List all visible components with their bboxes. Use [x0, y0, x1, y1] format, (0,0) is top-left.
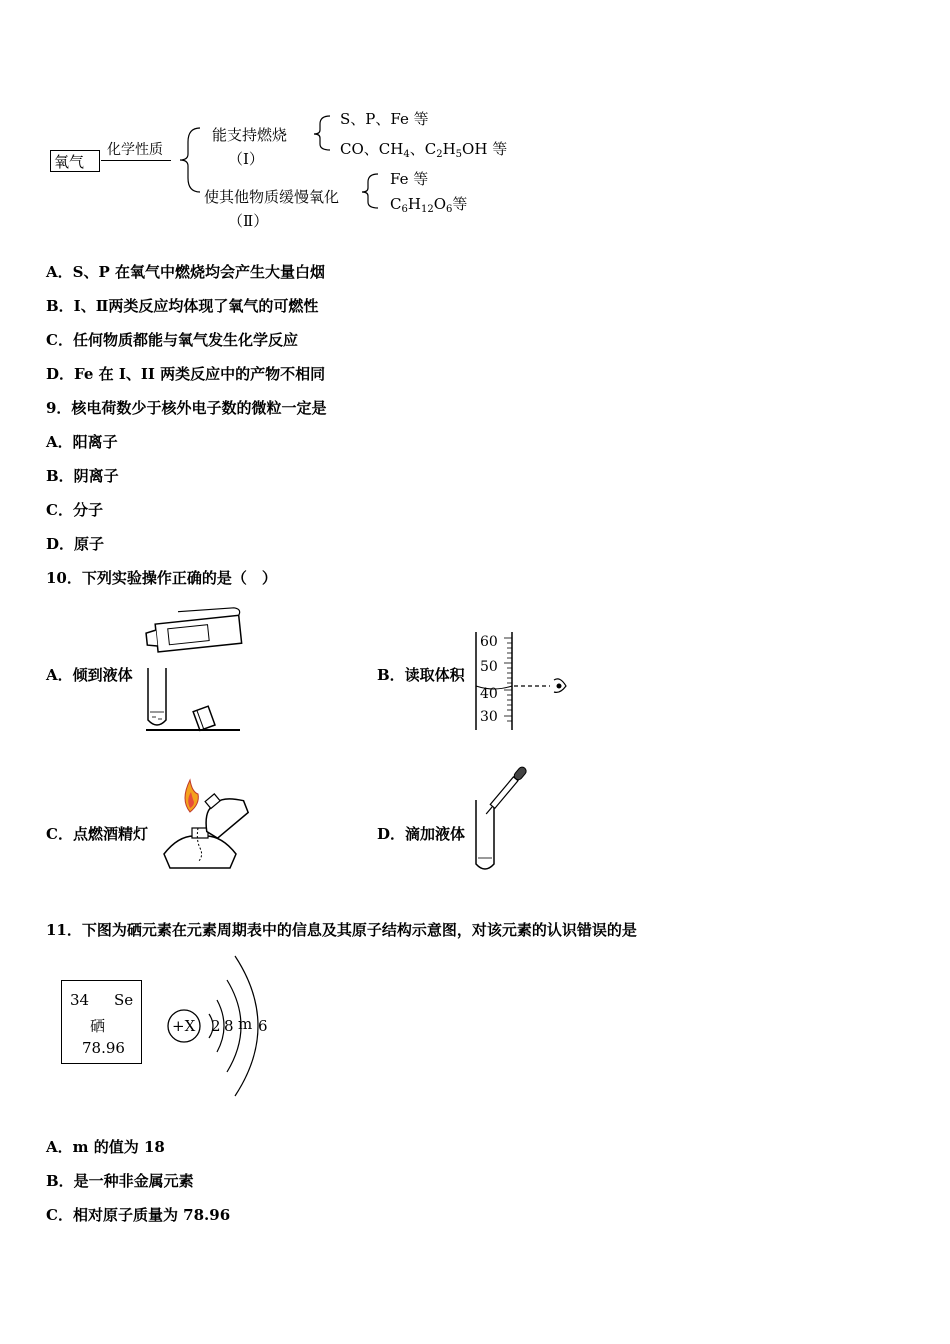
q11-option-b: B．是一种非金属元素 [46, 1172, 194, 1190]
cylinder-minor-ticks [504, 638, 512, 721]
q9-stem: 9．核电荷数少于核外电子数的微粒一定是 [46, 399, 327, 417]
shell-electrons-1: 2 [211, 1017, 221, 1035]
test-tube [148, 668, 166, 725]
test-tube [476, 800, 494, 869]
atomic-mass: 78.96 [82, 1039, 125, 1057]
cylinder-tick-40: 40 [480, 686, 498, 702]
upper-brace [314, 116, 330, 150]
q10-option-d-label: D．滴加液体 [377, 825, 466, 843]
element-name: 硒 [90, 1017, 106, 1035]
eye-icon [554, 679, 566, 693]
cylinder-tick-50: 50 [480, 659, 498, 675]
list-sp-fe: S、P、Fe 等 [340, 110, 429, 128]
shell-electrons-3: m [238, 1015, 253, 1033]
shell-electrons-4: 6 [258, 1017, 268, 1035]
q9-option-c: C．分子 [46, 501, 103, 519]
chem-property-label: 化学性质 [107, 142, 163, 158]
support-combustion-label: 能支持燃烧 [212, 126, 288, 144]
q8-option-d: D．Fe 在 I、II 两类反应中的产物不相同 [46, 365, 326, 383]
dropper [483, 766, 528, 817]
shell-electrons-2: 8 [224, 1017, 234, 1035]
list-co-ch4-ethanol: CO、$CH_4$、$C_2H_5OH$ 等 [340, 140, 508, 160]
slow-oxidation-label: 使其他物质缓慢氧化 [204, 188, 340, 206]
lower-brace [362, 174, 378, 208]
q10-stem: 10．下列实验操作正确的是（ ） [46, 569, 277, 587]
cylinder-tick-60: 60 [480, 634, 498, 650]
oxygen-label: 氧气 [54, 153, 85, 171]
list-glucose: $C_6H_{12}O_6$等 [390, 195, 468, 215]
q10-option-b-label: B．读取体积 [377, 666, 465, 684]
q11-option-a: A．m 的值为 18 [46, 1138, 165, 1156]
flame-icon [185, 780, 198, 812]
list-fe: Fe 等 [390, 170, 429, 188]
dropping-liquid-illustration [470, 758, 540, 878]
q8-option-a: A．S、P 在氧气中燃烧均会产生大量白烟 [46, 263, 325, 281]
lighting-alcohol-lamp-illustration [160, 770, 255, 876]
periodic-table-cell [61, 980, 142, 1064]
type1-label: （Ⅰ） [228, 150, 264, 168]
q9-option-b: B．阴离子 [46, 467, 119, 485]
q10-option-a-label: A．倾到液体 [46, 666, 133, 684]
nucleus-charge: +X [172, 1017, 196, 1035]
main-brace [180, 128, 200, 192]
pouring-liquid-illustration [140, 600, 250, 735]
lamp-base [164, 828, 236, 868]
reagent-bottle [144, 605, 243, 653]
q10-option-c-label: C．点燃酒精灯 [46, 825, 148, 843]
cylinder-tick-30: 30 [480, 709, 498, 725]
q8-option-b: B．I、Ⅱ两类反应均体现了氧气的可燃性 [46, 297, 319, 315]
atomic-number: 34 [70, 991, 90, 1009]
q11-option-c: C．相对原子质量为 78.96 [46, 1206, 231, 1224]
connector-line [101, 160, 171, 161]
q9-option-a: A．阳离子 [46, 433, 118, 451]
bottle-stopper [193, 706, 215, 730]
q11-stem: 11．下图为硒元素在元素周期表中的信息及其原子结构示意图，对该元素的认识错误的是 [46, 921, 637, 939]
type2-label: （Ⅱ） [228, 212, 269, 230]
q9-option-d: D．原子 [46, 535, 105, 553]
q8-option-c: C．任何物质都能与氧气发生化学反应 [46, 331, 298, 349]
element-symbol: Se [114, 991, 134, 1009]
